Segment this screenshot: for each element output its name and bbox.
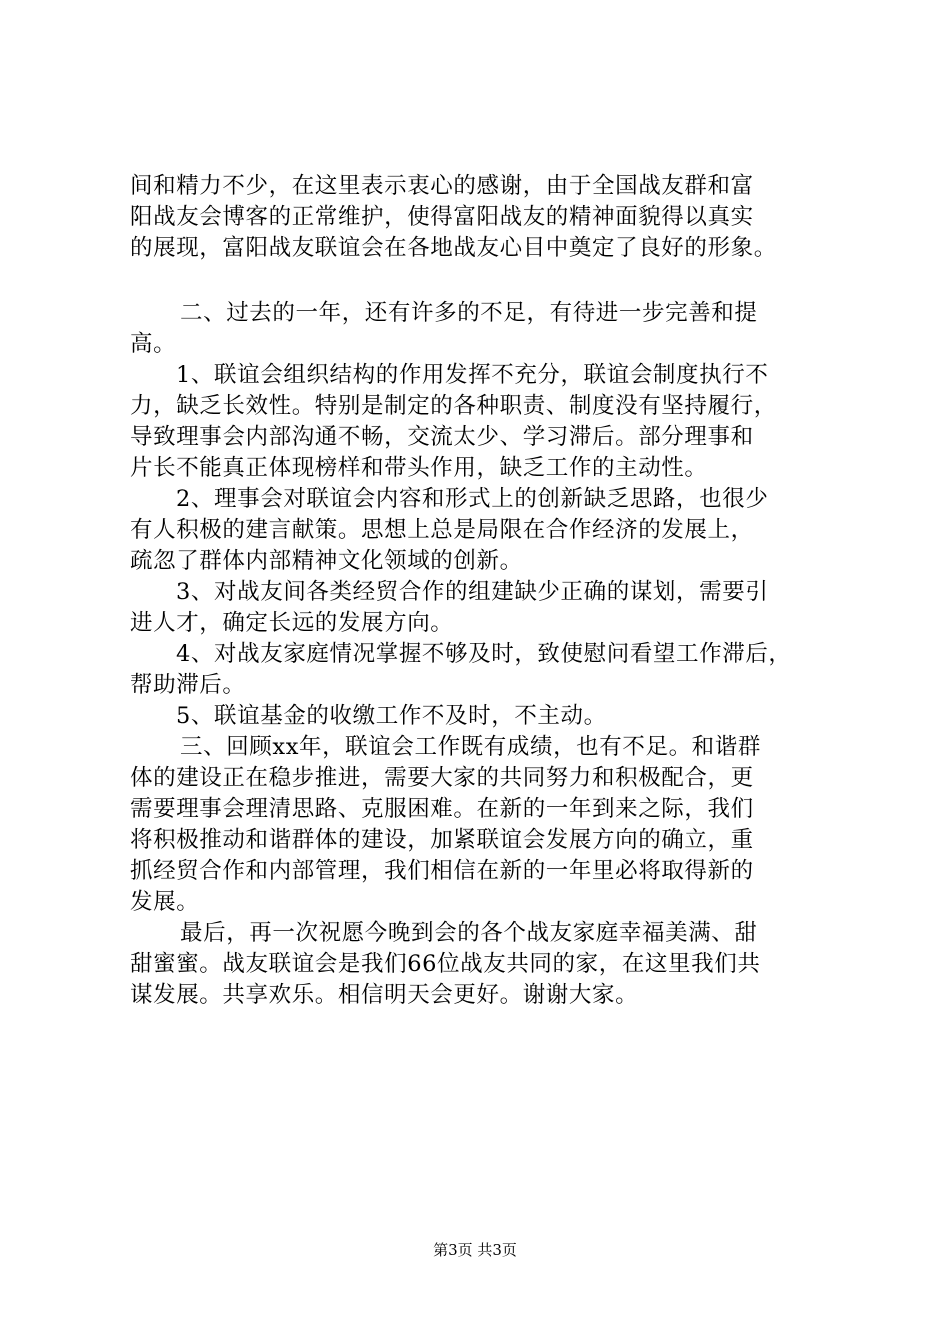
document-body (130, 171, 850, 1011)
paragraph-gap (130, 264, 850, 298)
page-number-footer: 第3页 共3页 (433, 1241, 517, 1259)
body-line: 体的建设正在稳步推进，需要大家的共同努力和积极配合，更 (130, 765, 754, 791)
list-item-line: 2、理事会对联谊会内容和形式上的创新缺乏思路，也很少 (176, 486, 769, 512)
body-line: 间和精力不少，在这里表示衷心的感谢，由于全国战友群和富 (130, 173, 754, 199)
list-item-line: 力，缺乏长效性。特别是制定的各种职责、制度没有坚持履行， (130, 393, 777, 419)
body-line: 的展现，富阳战友联谊会在各地战友心目中奠定了良好的形象。 (130, 235, 777, 261)
list-item-line: 疏忽了群体内部精神文化领域的创新。 (130, 548, 523, 574)
section-heading-line: 二、过去的一年，还有许多的不足，有待进一步完善和提 (180, 300, 758, 326)
list-item-line: 5、联谊基金的收缴工作不及时，不主动。 (176, 703, 607, 729)
section-heading-line: 高。 (130, 331, 177, 357)
list-item-line: 帮助滞后。 (130, 672, 246, 698)
list-item-line: 片长不能真正体现榜样和带头作用，缺乏工作的主动性。 (130, 455, 708, 481)
list-item-line: 导致理事会内部沟通不畅，交流太少、学习滞后。部分理事和 (130, 424, 754, 450)
body-line: 发展。 (130, 889, 200, 915)
list-item-line: 进人才，确定长远的发展方向。 (130, 610, 454, 636)
closing-line: 甜蜜蜜。战友联谊会是我们66位战友共同的家，在这里我们共 (130, 951, 761, 977)
list-item-line: 有人积极的建言献策。思想上总是局限在合作经济的发展上， (130, 517, 754, 543)
body-line: 将积极推动和谐群体的建设，加紧联谊会发展方向的确立，重 (130, 827, 754, 853)
closing-line: 最后，再一次祝愿今晚到会的各个战友家庭幸福美满、甜 (180, 920, 758, 946)
section-heading-line: 三、回顾xx年，联谊会工作既有成绩，也有不足。和谐群 (180, 734, 761, 760)
body-line: 抓经贸合作和内部管理，我们相信在新的一年里必将取得新的 (130, 858, 754, 884)
list-item-line: 4、对战友家庭情况掌握不够及时，致使慰问看望工作滞后， (176, 641, 792, 667)
body-line: 阳战友会博客的正常维护，使得富阳战友的精神面貌得以真实 (130, 204, 754, 230)
body-line: 需要理事会理清思路、克服困难。在新的一年到来之际，我们 (130, 796, 754, 822)
closing-line: 谋发展。共享欢乐。相信明天会更好。谢谢大家。 (130, 982, 639, 1008)
list-item-line: 1、联谊会组织结构的作用发挥不充分，联谊会制度执行不 (176, 362, 769, 388)
list-item-line: 3、对战友间各类经贸合作的组建缺少正确的谋划，需要引 (176, 579, 769, 605)
